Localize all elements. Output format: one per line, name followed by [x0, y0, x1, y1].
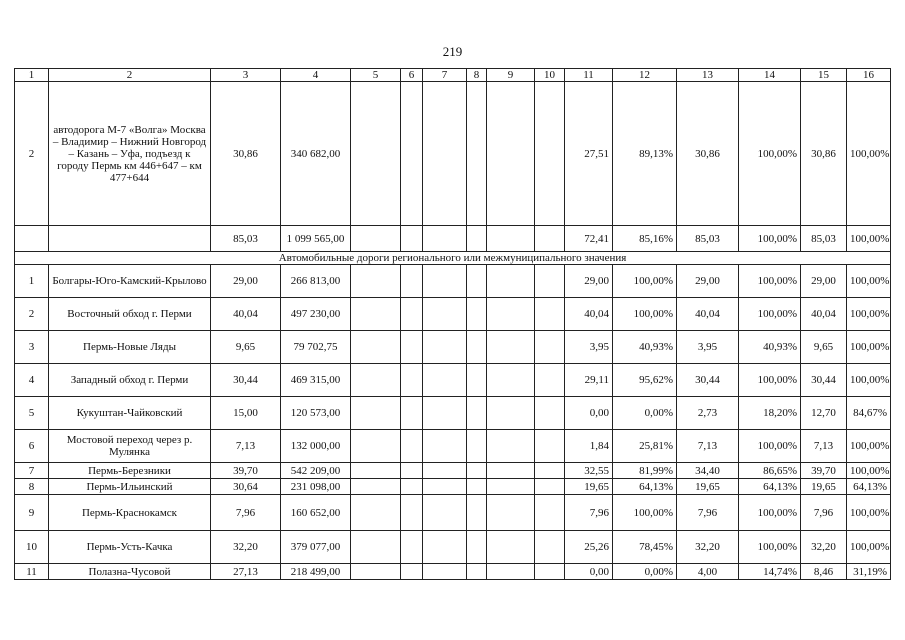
cost-value: 340 682,00 [281, 82, 351, 226]
length-km: 30,86 [211, 82, 281, 226]
empty-cell [351, 430, 401, 463]
percent-cell: 0,00% [613, 397, 677, 430]
length-km: 30,44 [211, 364, 281, 397]
empty-cell [401, 82, 423, 226]
road-name: Болгары-Юго-Камский-Крылово [49, 265, 211, 298]
row-number: 9 [15, 495, 49, 531]
table-row [15, 430, 891, 463]
percent-cell: 100,00% [847, 364, 891, 397]
percent-cell: 100,00% [847, 82, 891, 226]
road-name: Западный обход г. Перми [49, 364, 211, 397]
empty-cell [535, 82, 565, 226]
percent-cell: 100,00% [847, 531, 891, 564]
column-number: 2 [49, 69, 211, 82]
empty-cell [423, 479, 467, 495]
length-km: 7,96 [211, 495, 281, 531]
empty-cell [351, 531, 401, 564]
value-cell: 7,96 [801, 495, 847, 531]
table-body [15, 69, 891, 580]
road-table [14, 68, 891, 580]
section-title-row [15, 252, 891, 265]
empty-cell [423, 463, 467, 479]
value-cell: 32,20 [677, 531, 739, 564]
value-cell: 29,00 [801, 265, 847, 298]
column-number: 6 [401, 69, 423, 82]
value-cell: 30,44 [677, 364, 739, 397]
table-row [15, 265, 891, 298]
table-row [15, 397, 891, 430]
empty-cell [351, 463, 401, 479]
empty-cell [423, 495, 467, 531]
empty-cell [487, 397, 535, 430]
table-row [15, 479, 891, 495]
table-row [15, 364, 891, 397]
empty-cell [423, 430, 467, 463]
table-row [15, 531, 891, 564]
value-cell: 7,96 [565, 495, 613, 531]
value-cell: 19,65 [565, 479, 613, 495]
road-name: Восточный обход г. Перми [49, 298, 211, 331]
row-number: 2 [15, 298, 49, 331]
percent-cell: 100,00% [847, 430, 891, 463]
percent-cell: 64,13% [847, 479, 891, 495]
section-title: Автомобильные дороги регионального или межмуниципального значения [15, 252, 891, 265]
column-number: 10 [535, 69, 565, 82]
column-number: 9 [487, 69, 535, 82]
percent-cell: 100,00% [847, 265, 891, 298]
row-number: 7 [15, 463, 49, 479]
empty-cell [467, 531, 487, 564]
value-cell: 8,46 [801, 564, 847, 580]
empty-cell [535, 564, 565, 580]
empty-cell [467, 397, 487, 430]
percent-cell: 64,13% [739, 479, 801, 495]
column-number: 4 [281, 69, 351, 82]
length-km: 15,00 [211, 397, 281, 430]
row-number: 3 [15, 331, 49, 364]
empty-cell [467, 564, 487, 580]
column-number: 12 [613, 69, 677, 82]
empty-cell [401, 265, 423, 298]
empty-cell [423, 298, 467, 331]
table-row [15, 495, 891, 531]
empty-cell [487, 564, 535, 580]
empty-cell [423, 82, 467, 226]
value-cell: 32,55 [565, 463, 613, 479]
empty-cell [487, 298, 535, 331]
empty-cell [401, 397, 423, 430]
value-cell: 7,96 [677, 495, 739, 531]
value-cell: 40,04 [565, 298, 613, 331]
percent-cell: 84,67% [847, 397, 891, 430]
percent-cell: 100,00% [739, 430, 801, 463]
percent-cell: 81,99% [613, 463, 677, 479]
empty-cell [535, 479, 565, 495]
value-cell: 29,11 [565, 364, 613, 397]
length-km: 9,65 [211, 331, 281, 364]
empty-cell [423, 265, 467, 298]
table-row [15, 463, 891, 479]
percent-cell: 40,93% [613, 331, 677, 364]
value-cell: 3,95 [677, 331, 739, 364]
row-number: 10 [15, 531, 49, 564]
percent-cell: 95,62% [613, 364, 677, 397]
empty-cell [351, 331, 401, 364]
empty-cell [351, 82, 401, 226]
road-name: Пермь-Усть-Качка [49, 531, 211, 564]
empty-cell [467, 226, 487, 252]
empty-cell [423, 226, 467, 252]
length-km: 32,20 [211, 531, 281, 564]
empty-cell [423, 397, 467, 430]
empty-cell [535, 298, 565, 331]
value-cell: 30,86 [677, 82, 739, 226]
empty-cell [487, 265, 535, 298]
row-number: 11 [15, 564, 49, 580]
road-name: Полазна-Чусовой [49, 564, 211, 580]
percent-cell: 100,00% [847, 226, 891, 252]
value-cell: 34,40 [677, 463, 739, 479]
road-name: Мостовой переход через р. Мулянка [49, 430, 211, 463]
column-number: 15 [801, 69, 847, 82]
percent-cell: 14,74% [739, 564, 801, 580]
empty-cell [423, 364, 467, 397]
value-cell: 25,26 [565, 531, 613, 564]
value-cell: 85,03 [677, 226, 739, 252]
empty-cell [535, 364, 565, 397]
value-cell: 85,03 [801, 226, 847, 252]
length-km: 27,13 [211, 564, 281, 580]
empty-cell [351, 495, 401, 531]
column-number: 13 [677, 69, 739, 82]
empty-cell [423, 531, 467, 564]
empty-cell [535, 265, 565, 298]
length-km: 29,00 [211, 265, 281, 298]
empty-cell [401, 226, 423, 252]
empty-cell [467, 298, 487, 331]
length-km: 40,04 [211, 298, 281, 331]
length-km: 30,64 [211, 479, 281, 495]
value-cell: 32,20 [801, 531, 847, 564]
cost-value: 266 813,00 [281, 265, 351, 298]
table-row [15, 564, 891, 580]
table-row [15, 298, 891, 331]
empty-cell [401, 298, 423, 331]
empty-cell [467, 430, 487, 463]
empty-cell [401, 331, 423, 364]
percent-cell: 100,00% [613, 298, 677, 331]
empty-cell [487, 226, 535, 252]
row-number: 2 [15, 82, 49, 226]
empty-cell [401, 531, 423, 564]
value-cell: 12,70 [801, 397, 847, 430]
length-km: 85,03 [211, 226, 281, 252]
percent-cell: 100,00% [739, 82, 801, 226]
value-cell: 4,00 [677, 564, 739, 580]
column-number: 14 [739, 69, 801, 82]
empty-cell [487, 82, 535, 226]
percent-cell: 100,00% [847, 495, 891, 531]
cost-value: 160 652,00 [281, 495, 351, 531]
road-name: Пермь-Новые Ляды [49, 331, 211, 364]
percent-cell: 64,13% [613, 479, 677, 495]
column-number: 1 [15, 69, 49, 82]
empty-cell [487, 430, 535, 463]
column-number: 5 [351, 69, 401, 82]
empty-cell [351, 364, 401, 397]
empty-cell [467, 82, 487, 226]
percent-cell: 100,00% [847, 298, 891, 331]
empty-cell [487, 531, 535, 564]
column-number: 7 [423, 69, 467, 82]
percent-cell: 100,00% [739, 364, 801, 397]
value-cell: 40,04 [801, 298, 847, 331]
column-number-row [15, 69, 891, 82]
percent-cell: 100,00% [847, 331, 891, 364]
empty-cell [535, 331, 565, 364]
percent-cell: 100,00% [739, 298, 801, 331]
percent-cell: 78,45% [613, 531, 677, 564]
empty-cell [467, 495, 487, 531]
road-name: Пермь-Краснокамск [49, 495, 211, 531]
percent-cell: 40,93% [739, 331, 801, 364]
value-cell: 19,65 [677, 479, 739, 495]
empty-cell [487, 364, 535, 397]
row-number: 8 [15, 479, 49, 495]
empty-cell [467, 265, 487, 298]
row-number: 6 [15, 430, 49, 463]
value-cell: 0,00 [565, 564, 613, 580]
column-number: 16 [847, 69, 891, 82]
value-cell: 2,73 [677, 397, 739, 430]
empty-cell [423, 564, 467, 580]
value-cell: 72,41 [565, 226, 613, 252]
empty-cell [401, 364, 423, 397]
empty-cell [535, 531, 565, 564]
empty-cell [487, 463, 535, 479]
cost-value: 218 499,00 [281, 564, 351, 580]
empty-cell [467, 463, 487, 479]
empty-cell [351, 226, 401, 252]
empty-cell [401, 495, 423, 531]
row-number: 5 [15, 397, 49, 430]
value-cell: 29,00 [677, 265, 739, 298]
empty-cell [351, 397, 401, 430]
length-km: 39,70 [211, 463, 281, 479]
empty-cell [535, 495, 565, 531]
value-cell: 1,84 [565, 430, 613, 463]
cost-value: 231 098,00 [281, 479, 351, 495]
length-km: 7,13 [211, 430, 281, 463]
row-number: 1 [15, 265, 49, 298]
empty-cell [401, 463, 423, 479]
road-name: автодорога М-7 «Волга» Москва – Владимир – Нижний Новгород – Казань – Уфа, подъезд к городу Пермь км 446+647 – км 477+644 [49, 82, 211, 226]
empty-cell [401, 430, 423, 463]
row-number: 4 [15, 364, 49, 397]
total-row [15, 226, 891, 252]
column-number: 8 [467, 69, 487, 82]
empty-cell [467, 331, 487, 364]
value-cell: 7,13 [801, 430, 847, 463]
percent-cell: 100,00% [739, 265, 801, 298]
empty-cell [487, 479, 535, 495]
percent-cell: 89,13% [613, 82, 677, 226]
table-row [15, 331, 891, 364]
percent-cell: 100,00% [847, 463, 891, 479]
cost-value: 79 702,75 [281, 331, 351, 364]
empty-cell [467, 479, 487, 495]
empty-cell [487, 331, 535, 364]
empty-cell [401, 564, 423, 580]
value-cell: 0,00 [565, 397, 613, 430]
value-cell: 39,70 [801, 463, 847, 479]
percent-cell: 0,00% [613, 564, 677, 580]
cost-value: 1 099 565,00 [281, 226, 351, 252]
empty-cell [351, 564, 401, 580]
empty-cell [487, 495, 535, 531]
cost-value: 469 315,00 [281, 364, 351, 397]
value-cell: 9,65 [801, 331, 847, 364]
empty-cell [535, 397, 565, 430]
percent-cell: 18,20% [739, 397, 801, 430]
empty-cell [535, 226, 565, 252]
empty-cell [351, 298, 401, 331]
percent-cell: 100,00% [613, 265, 677, 298]
cost-value: 542 209,00 [281, 463, 351, 479]
percent-cell: 25,81% [613, 430, 677, 463]
road-name: Кукуштан-Чайковский [49, 397, 211, 430]
road-name [49, 226, 211, 252]
value-cell: 19,65 [801, 479, 847, 495]
road-name: Пермь-Ильинский [49, 479, 211, 495]
percent-cell: 100,00% [739, 531, 801, 564]
value-cell: 27,51 [565, 82, 613, 226]
empty-cell [351, 265, 401, 298]
empty-cell [351, 479, 401, 495]
percent-cell: 31,19% [847, 564, 891, 580]
value-cell: 3,95 [565, 331, 613, 364]
percent-cell: 100,00% [739, 226, 801, 252]
percent-cell: 100,00% [739, 495, 801, 531]
empty-cell [535, 463, 565, 479]
cost-value: 497 230,00 [281, 298, 351, 331]
percent-cell: 100,00% [613, 495, 677, 531]
empty-cell [401, 479, 423, 495]
percent-cell: 86,65% [739, 463, 801, 479]
page-number: 219 [442, 44, 463, 59]
road-name: Пермь-Березники [49, 463, 211, 479]
cost-value: 379 077,00 [281, 531, 351, 564]
empty-cell [423, 331, 467, 364]
value-cell: 40,04 [677, 298, 739, 331]
column-number: 11 [565, 69, 613, 82]
cost-value: 132 000,00 [281, 430, 351, 463]
row-number [15, 226, 49, 252]
column-number: 3 [211, 69, 281, 82]
federal-road-row [15, 82, 891, 226]
value-cell: 29,00 [565, 265, 613, 298]
value-cell: 7,13 [677, 430, 739, 463]
cost-value: 120 573,00 [281, 397, 351, 430]
empty-cell [535, 430, 565, 463]
value-cell: 30,86 [801, 82, 847, 226]
percent-cell: 85,16% [613, 226, 677, 252]
empty-cell [467, 364, 487, 397]
value-cell: 30,44 [801, 364, 847, 397]
